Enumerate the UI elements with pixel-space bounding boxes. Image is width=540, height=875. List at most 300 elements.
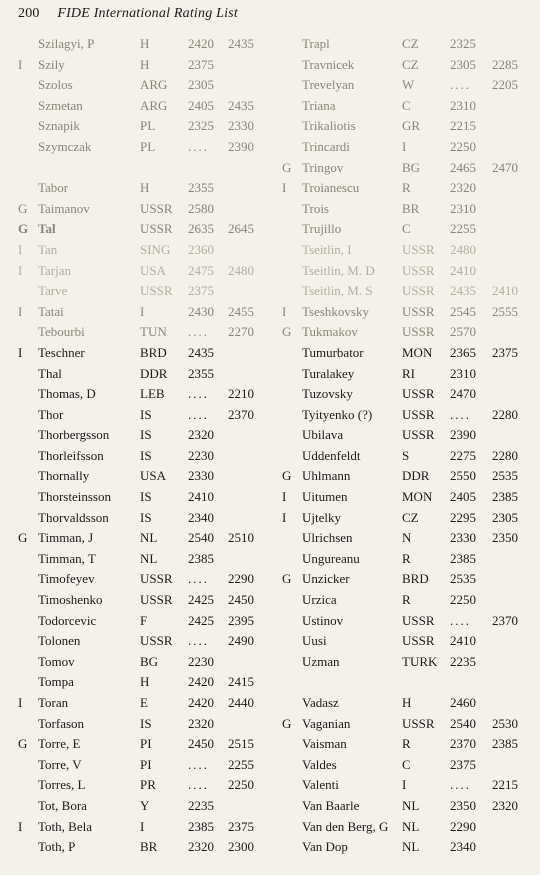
rating-previous: 2305 [492, 509, 518, 525]
federation: DDR [402, 468, 430, 484]
federation: USSR [402, 241, 435, 257]
rating-previous: 2480 [228, 262, 254, 278]
player-name: Tseitlin, M. S [302, 283, 373, 299]
player-name: Torre, V [38, 756, 82, 772]
player-name: Travnicek [302, 56, 355, 72]
federation: NL [402, 839, 420, 855]
federation: PR [140, 777, 156, 793]
federation: E [140, 695, 148, 710]
player-name: Thorvaldsson [38, 509, 109, 525]
rating-previous: 2530 [492, 715, 518, 731]
rating-current: 2435 [188, 344, 214, 360]
player-row [0, 755, 270, 776]
rating-current: 2410 [450, 633, 476, 649]
federation: USSR [402, 406, 435, 422]
title-code: G [282, 324, 292, 340]
rating-current: 2540 [188, 530, 214, 546]
player-name: Tumurbator [302, 344, 364, 360]
player-row [0, 714, 270, 735]
rating-previous: 2370 [228, 406, 254, 422]
player-row [0, 817, 270, 838]
rating-current: 2330 [188, 468, 214, 484]
player-row [270, 817, 540, 838]
rating-current: 2435 [450, 283, 476, 299]
player-name: Tukmakov [302, 324, 358, 340]
federation: USSR [140, 221, 173, 237]
federation: BR [402, 200, 420, 216]
player-row [270, 425, 540, 446]
rating-previous: 2535 [492, 468, 518, 484]
player-row [0, 528, 270, 549]
rating-current: 2230 [188, 447, 214, 463]
player-name: Thorleifsson [38, 447, 104, 463]
player-row [0, 446, 270, 467]
player-name: Thorbergsson [38, 427, 110, 443]
player-name: Todorcevic [38, 612, 97, 628]
player-row [270, 55, 540, 76]
rating-current: 2230 [188, 653, 214, 669]
rating-previous: 2450 [228, 592, 254, 608]
player-row [0, 96, 270, 117]
player-name: Tebourbi [38, 324, 85, 340]
rating-current: 2470 [450, 386, 476, 402]
player-row [270, 693, 540, 714]
rating-current: 2235 [450, 653, 476, 669]
player-row [0, 590, 270, 611]
federation: IS [140, 406, 152, 422]
player-row [270, 631, 540, 652]
rating-previous: 2210 [228, 386, 254, 402]
player-row [270, 734, 540, 755]
rating-current: .... [450, 612, 471, 628]
player-name: Tyityenko (?) [302, 406, 373, 422]
federation: BR [140, 839, 158, 855]
title-code: I [18, 344, 23, 360]
rating-current: 2355 [188, 365, 214, 381]
player-name: Ulrichsen [302, 530, 353, 546]
title-code: G [18, 200, 28, 216]
federation: USSR [402, 633, 435, 649]
rating-current: .... [188, 386, 209, 402]
player-row [0, 322, 270, 343]
federation: W [402, 77, 415, 93]
rating-current: 2340 [450, 839, 476, 855]
rating-current: 2425 [188, 612, 214, 628]
rating-current: .... [188, 138, 209, 154]
rating-current: 2250 [450, 592, 476, 608]
player-row [270, 116, 540, 137]
player-name: Torfason [38, 715, 85, 731]
rating-previous: 2300 [228, 839, 254, 855]
rating-current: 2375 [188, 56, 214, 72]
player-name: Tarve [38, 283, 68, 299]
rating-current: 2295 [450, 509, 476, 525]
rating-previous: 2395 [228, 612, 254, 628]
player-name: Tuzovsky [302, 386, 353, 402]
player-row [270, 487, 540, 508]
player-row [0, 55, 270, 76]
federation: H [140, 36, 150, 51]
title-code: G [18, 221, 29, 237]
player-row [0, 693, 270, 714]
player-name: Toth, Bela [38, 818, 92, 834]
player-row [270, 590, 540, 611]
player-name: Tarjan [38, 262, 72, 278]
player-row [270, 364, 540, 385]
rating-current: 2570 [450, 324, 476, 340]
federation: USSR [402, 283, 435, 299]
player-name: Tabor [38, 180, 69, 196]
title-code: G [18, 530, 28, 546]
title-code: G [282, 159, 292, 175]
rating-current: 2460 [450, 695, 476, 710]
player-name: Unzicker [302, 571, 350, 587]
player-row [270, 714, 540, 735]
federation: CZ [402, 56, 419, 72]
federation: BRD [140, 344, 167, 360]
rating-current: 2250 [450, 138, 476, 154]
player-row [0, 219, 270, 240]
player-name: Tseitlin, I [302, 241, 352, 257]
player-row [0, 775, 270, 796]
rating-current: 2385 [450, 550, 476, 566]
player-name: Troianescu [302, 180, 360, 196]
rating-current: 2475 [188, 262, 214, 278]
rating-previous: 2320 [492, 797, 518, 813]
rating-previous: 2280 [492, 406, 518, 422]
rating-previous: 2385 [492, 489, 518, 505]
player-row [0, 487, 270, 508]
rating-previous: 2515 [228, 736, 254, 752]
player-name: Uusi [302, 633, 327, 649]
federation: NL [140, 550, 158, 566]
federation: LEB [140, 386, 165, 402]
rating-current: 2325 [450, 36, 476, 51]
player-name: Tompa [38, 674, 74, 690]
player-name: Timman, T [38, 550, 96, 566]
rating-current: 2305 [450, 56, 476, 72]
title-code: G [282, 571, 292, 587]
rating-current: 2370 [450, 736, 476, 752]
rating-current: 2405 [188, 97, 214, 113]
player-row [270, 446, 540, 467]
player-name: Thal [38, 365, 62, 381]
player-row [270, 796, 540, 817]
player-row [0, 405, 270, 426]
federation: USSR [402, 262, 435, 278]
player-row [0, 364, 270, 385]
player-row [0, 199, 270, 220]
player-name: Timman, J [38, 530, 94, 546]
player-name: Ubilava [302, 427, 344, 443]
player-name: Uitumen [302, 489, 348, 505]
player-name: Vaisman [302, 736, 347, 752]
player-row [270, 240, 540, 261]
rating-current: 2430 [188, 303, 214, 319]
player-name: Tan [38, 241, 58, 257]
federation: USSR [140, 633, 173, 649]
rating-previous: 2270 [228, 324, 254, 340]
rating-previous: 2370 [492, 612, 518, 628]
federation: I [402, 138, 407, 154]
player-name: Valenti [302, 777, 339, 793]
rating-previous: 2385 [492, 736, 518, 752]
title-code: I [282, 489, 287, 505]
federation: CZ [402, 509, 419, 525]
player-name: Van Dop [302, 839, 348, 855]
federation: GR [402, 118, 421, 134]
player-row [0, 343, 270, 364]
player-name: Uddenfeldt [302, 447, 361, 463]
player-name: Szilagyi, P [38, 36, 95, 51]
player-name: Tot, Bora [38, 797, 87, 813]
rating-previous: 2350 [492, 530, 518, 546]
federation: F [140, 612, 148, 628]
federation: H [140, 180, 150, 196]
rating-current: 2375 [188, 283, 214, 299]
federation: R [402, 180, 411, 196]
player-row [0, 34, 270, 55]
federation: MON [402, 344, 433, 360]
rating-previous: 2510 [228, 530, 254, 546]
federation: USSR [402, 324, 435, 340]
federation: C [402, 97, 411, 113]
player-name: Teschner [38, 344, 85, 360]
rating-current: .... [450, 77, 471, 93]
rating-previous: 2205 [492, 77, 518, 93]
rating-previous: 2375 [492, 344, 518, 360]
player-name: Tseitlin, M. D [302, 262, 375, 278]
section-gap [0, 158, 270, 179]
player-row [270, 261, 540, 282]
federation: USSR [402, 386, 435, 402]
rating-current: 2355 [188, 180, 214, 196]
federation: I [140, 818, 145, 834]
player-row [270, 199, 540, 220]
rating-current: 2580 [188, 200, 214, 216]
title-code: G [18, 736, 28, 752]
rating-current: 2255 [450, 221, 476, 237]
rating-previous: 2280 [492, 447, 518, 463]
player-name: Tal [38, 221, 56, 237]
federation: BG [140, 653, 159, 669]
title-code: I [282, 509, 287, 525]
rating-current: 2325 [188, 118, 214, 134]
player-name: Szymczak [38, 138, 92, 154]
rating-previous: 2490 [228, 633, 254, 649]
title-code: I [18, 56, 23, 72]
player-row [0, 302, 270, 323]
player-name: Timofeyev [38, 571, 95, 587]
player-name: Szolos [38, 77, 73, 93]
rating-current: 2320 [188, 839, 214, 855]
rating-previous: 2330 [228, 118, 254, 134]
federation: IS [140, 509, 152, 525]
player-row [270, 755, 540, 776]
player-name: Valdes [302, 756, 337, 772]
federation: DDR [140, 365, 168, 381]
federation: IS [140, 489, 152, 505]
rating-current: 2425 [188, 592, 214, 608]
rating-current: 2550 [450, 468, 476, 484]
rating-previous: 2290 [228, 571, 254, 587]
player-name: Trevelyan [302, 77, 355, 93]
federation: R [402, 550, 411, 566]
player-name: Thorsteinsson [38, 489, 111, 505]
rating-current: 2480 [450, 241, 476, 257]
federation: N [402, 530, 412, 546]
player-row [0, 116, 270, 137]
player-name: Torres, L [38, 777, 86, 793]
federation: R [402, 736, 411, 752]
federation: I [140, 303, 145, 319]
federation: USA [140, 262, 167, 278]
player-row [270, 96, 540, 117]
page-number: 200 [18, 6, 40, 21]
player-row [270, 34, 540, 55]
rating-previous: 2410 [492, 283, 518, 299]
federation: H [140, 674, 150, 690]
rating-previous: 2390 [228, 138, 254, 154]
federation: BRD [402, 571, 429, 587]
player-row [270, 302, 540, 323]
federation: ARG [140, 97, 168, 113]
player-name: Van Baarle [302, 797, 360, 813]
rating-current: .... [188, 777, 209, 793]
right-column [270, 34, 540, 858]
federation: ARG [140, 77, 168, 93]
player-row [0, 569, 270, 590]
federation: USSR [140, 283, 173, 299]
player-row [0, 549, 270, 570]
player-name: Tseshkovsky [302, 303, 369, 319]
section-gap [270, 672, 540, 693]
rating-current: .... [188, 571, 209, 587]
rating-previous: 2435 [228, 97, 254, 113]
rating-current: 2465 [450, 159, 476, 175]
rating-previous: 2645 [228, 221, 254, 237]
federation: TURK [402, 653, 438, 669]
rating-current: 2540 [450, 715, 476, 731]
player-name: Urzica [302, 592, 337, 608]
player-row [270, 137, 540, 158]
rating-current: 2330 [450, 530, 476, 546]
rating-current: 2320 [450, 180, 476, 196]
player-row [270, 178, 540, 199]
player-name: Torre, E [38, 736, 81, 752]
player-row [270, 322, 540, 343]
player-row [270, 158, 540, 179]
player-name: Thomas, D [38, 386, 96, 402]
rating-current: 2320 [188, 427, 214, 443]
federation: IS [140, 427, 152, 443]
player-row [0, 240, 270, 261]
rating-current: 2310 [450, 200, 476, 216]
player-row [0, 734, 270, 755]
rating-previous: 2435 [228, 36, 254, 51]
rating-previous: 2555 [492, 303, 518, 319]
rating-previous: 2255 [228, 756, 254, 772]
federation: PI [140, 756, 152, 772]
player-row [270, 528, 540, 549]
federation: SING [140, 241, 171, 257]
player-row [0, 75, 270, 96]
player-name: Uhlmann [302, 468, 351, 484]
player-row [0, 425, 270, 446]
federation: PL [140, 138, 156, 154]
federation: MON [402, 489, 433, 505]
player-name: Van den Berg, G [302, 818, 389, 834]
rating-current: 2385 [188, 818, 214, 834]
federation: USSR [402, 427, 435, 443]
title-code: I [282, 303, 287, 319]
player-row [270, 75, 540, 96]
rating-current: .... [188, 324, 209, 340]
player-row [0, 508, 270, 529]
player-row [0, 281, 270, 302]
federation: R [402, 592, 411, 608]
rating-current: 2420 [188, 695, 214, 710]
player-name: Ujtelky [302, 509, 341, 525]
player-row [270, 384, 540, 405]
title-code: I [18, 303, 23, 319]
federation: USSR [140, 200, 173, 216]
rating-current: .... [188, 633, 209, 649]
player-name: Vaganian [302, 715, 351, 731]
federation: IS [140, 715, 152, 731]
rating-current: .... [188, 406, 209, 422]
player-row [0, 652, 270, 673]
federation: H [402, 695, 412, 710]
title-code: I [18, 695, 23, 710]
rating-current: .... [450, 777, 471, 793]
rating-current: 2420 [188, 674, 214, 690]
player-row [270, 219, 540, 240]
rating-previous: 2415 [228, 674, 254, 690]
federation: NL [140, 530, 158, 546]
title-code: G [282, 715, 292, 731]
player-name: Toth, P [38, 839, 76, 855]
rating-previous: 2470 [492, 159, 518, 175]
player-row [270, 775, 540, 796]
rating-current: 2320 [188, 715, 214, 731]
player-name: Szily [38, 56, 65, 72]
player-row [270, 343, 540, 364]
player-name: Trujillo [302, 221, 342, 237]
federation: USSR [140, 571, 173, 587]
federation: H [140, 56, 150, 72]
player-row [270, 405, 540, 426]
federation: USSR [402, 612, 435, 628]
title-code: I [18, 818, 23, 834]
player-row [270, 837, 540, 858]
player-row [270, 569, 540, 590]
rating-current: 2385 [188, 550, 214, 566]
player-row [270, 508, 540, 529]
federation: Y [140, 797, 150, 813]
rating-current: 2310 [450, 365, 476, 381]
player-row [270, 549, 540, 570]
page-title: FIDE International Rating List [57, 6, 238, 21]
player-name: Timoshenko [38, 592, 103, 608]
federation: C [402, 756, 411, 772]
federation: NL [402, 797, 420, 813]
player-name: Toran [38, 695, 69, 710]
rating-current: 2360 [188, 241, 214, 257]
player-name: Vadasz [302, 695, 339, 710]
federation: TUN [140, 324, 167, 340]
title-code: I [18, 241, 23, 257]
